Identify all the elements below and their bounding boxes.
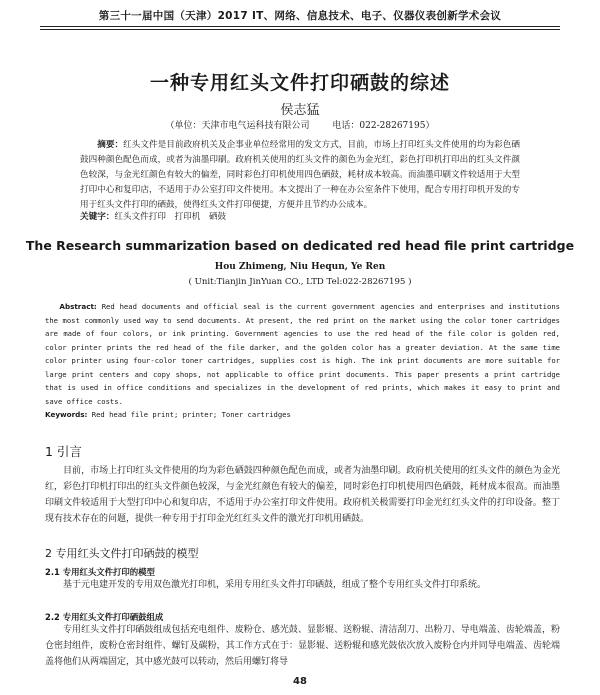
section-2-1-heading: 2.1 专用红头文件打印的模型 <box>45 567 155 577</box>
authors-en: Hou Zhimeng, Niu Hequn, Ye Ren <box>214 262 386 272</box>
section-2-1-body: 基于元电建开发的专用双色激光打印机，采用专用红头文件打印硒鼓，组成了整个专用红头文件打印系统。 <box>63 580 487 590</box>
abstract-zh <box>80 138 520 213</box>
section-2-heading: 2 专用红头文件打印硒鼓的模型 <box>45 547 199 560</box>
affiliation-unit-zh: （单位：天津市电气运科技有限公司 <box>165 121 310 131</box>
keywords-en <box>45 410 560 419</box>
author-zh: 侯志猛 <box>280 103 320 118</box>
section-1-body: 目前，市场上打印红头文件使用的均为彩色硒鼓四种颜色配色而成，或者为油墨印刷。政府机关使用的红头文件的颜色为金光红，彩色打印机打印出的红头文件颜色较深，与金光红颜色有较大的偏差，同时彩色打印机使用四色硒鼓，耗材成本很高。而油墨印刷文件较适用于大型打印中心和复印店，不适用于办公室打印文件使用。政府机关极需要打印金光红红头文件的打印设备。整丁现有技术存在的问题，提供一种专用于打印金光红红头文件的激光打印机用硒鼓。 <box>45 466 560 524</box>
keywords-zh-label: 关键字： <box>80 212 115 222</box>
section-1-heading: 1 引言 <box>45 444 82 459</box>
keywords-zh-text: 红头文件打印 打印机 硒鼓 <box>114 212 227 222</box>
affiliation-zh <box>0 118 600 131</box>
abstract-zh-label: 摘要： <box>97 140 124 150</box>
running-header: 第三十一届中国（天津）2017 IT、网络、信息技术、电子、仪器仪表创新学术会议 <box>98 10 502 22</box>
abstract-zh-text: 红头文件是目前政府机关及企事业单位经常用的发文方式，目前，市场上打印红头文件使用的均为彩色硒鼓四种颜色配色而成，或者为油墨印刷。政府机关使用的红头文件的颜色为金光红，彩色打印机打印出的红头文件颜色较深，与金光红颜色有较大的偏差，同时彩色打印机使用四色硒鼓，耗材成本较高。而油墨印刷文件较适用于大型打印中心和复印店，不适用于办公室打印文件使用。本文提出了一种在办公室条件下使用，配合专用打印机开发的专用于红头文件打印的硒鼓，使得红头文件打印便捷，方便并且节约办公成本。 <box>80 140 520 210</box>
header-rule <box>40 26 560 27</box>
abstract-en-text: Red head documents and official seal is the current government agencies and enterprises and institutions the most commonly used way to send documents. At present, the red print on the market using the color toner cartridges are made of four colors, or ink printing. Government agencies to use the red head of the file color is golden red, color printer prints the red head of the file darker, and the golden color has a greater deviation. At the same time color printer using four-color toner cartridges, supplies cost is high. The ink print documents are more suitable for large print centers and copy shops, not applicable to office print documents. This paper presents a print cartridge that is used in office conditions and specializes in the development of red prints, which makes it easy to print and save office costs. <box>45 302 560 406</box>
keywords-en-text: Red head file print; printer; Toner cartridges <box>91 410 291 419</box>
section-2-2-heading: 2.2 专用红头文件打印硒鼓组成 <box>45 612 164 622</box>
header-rule-thin <box>40 29 560 30</box>
page-number: 48 <box>293 676 307 687</box>
paper-title-zh: 一种专用红头文件打印硒鼓的综述 <box>149 72 450 94</box>
abstract-en-label: Abstract: <box>59 302 97 311</box>
paper-title-en: The Research summarization based on dedicated red head file print cartridge <box>25 238 575 253</box>
keywords-en-label: Keywords: <box>45 410 88 419</box>
abstract-en <box>45 300 560 408</box>
section-2-2-body: 专用红头文件打印硒鼓组成包括充电组件、废粉仓、感光鼓、显影辊、送粉辊、清洁刮刀、出粉刀、导电端盖、齿轮端盖，粉仓密封组件，废粉仓密封组件、螺钉及碳粉，其工作方式在于：显影辊、送粉辊和感光鼓依次放入废粉仓内并同导电端盖、齿轮端盖将他们从两端固定，其中感光鼓可以转动，然后用螺钉将导 <box>45 625 560 667</box>
affiliation-phone-zh: 电话：022-28267195） <box>332 121 435 131</box>
keywords-zh <box>80 210 520 222</box>
affiliation-en: ( Unit:Tianjin JinYuan CO., LTD Tel:022-28267195 ) <box>188 277 412 287</box>
